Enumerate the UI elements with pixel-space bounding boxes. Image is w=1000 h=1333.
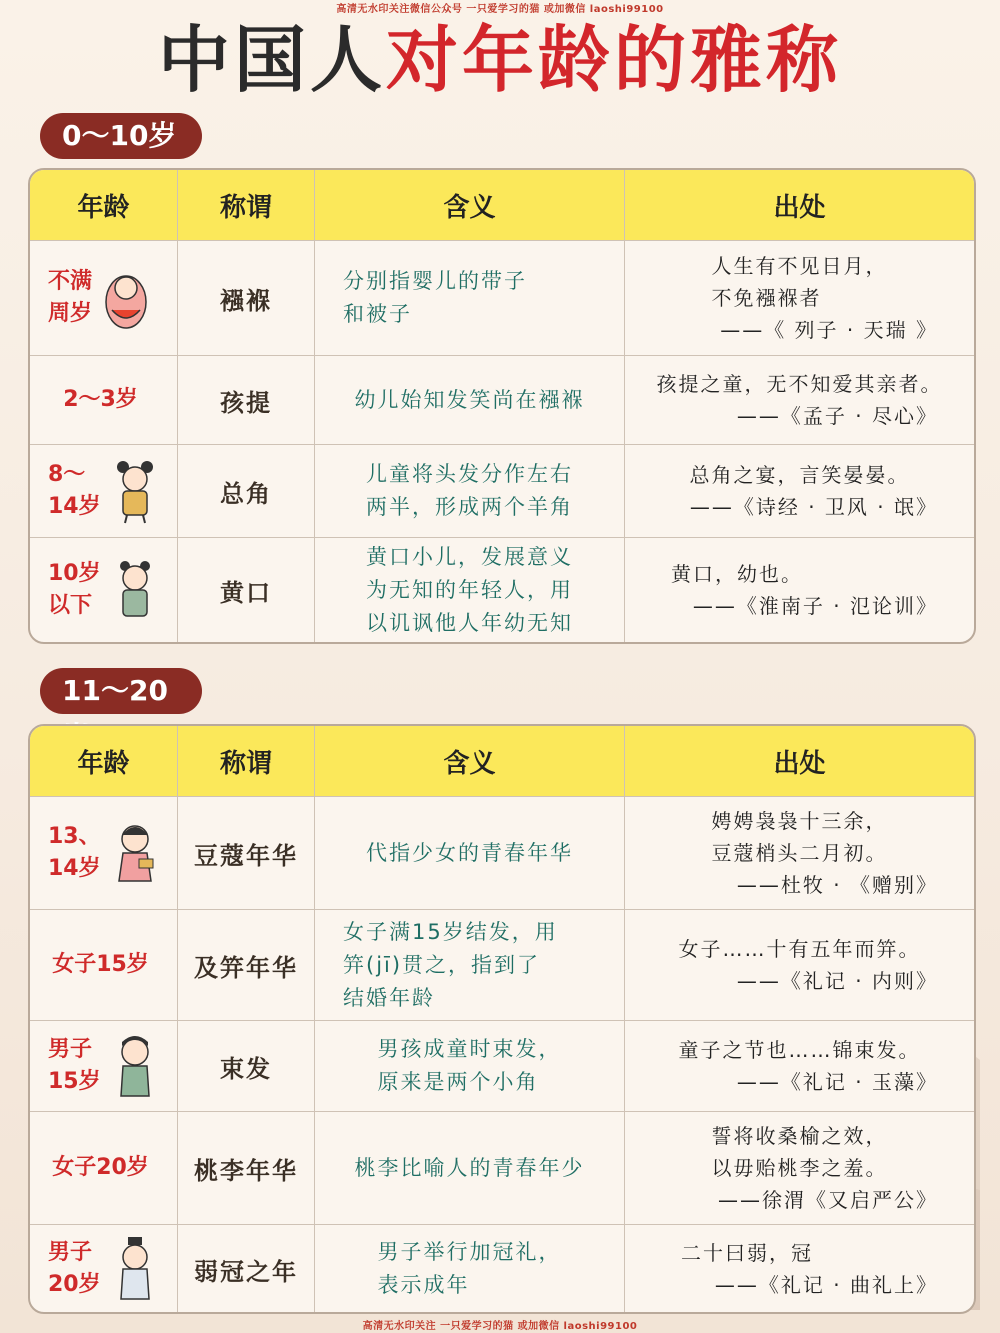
age-cell [30,1112,177,1224]
name-cell: 束发 [177,1021,314,1111]
meaning-cell [314,1112,624,1224]
meaning-line: 结婚年龄 [343,985,435,1010]
table-row [30,355,974,444]
section-label-11-20: 11～20 [40,668,202,714]
age-cell [30,356,177,444]
title-red-part: 对年龄的雅称 [386,18,843,102]
source-line: 娉娉袅袅十三余， [711,809,888,833]
meaning-cell [314,538,624,642]
source-attribution: ——《孟子 · 尽心》 [736,404,938,428]
meaning-line: 桃李比喻人的青春年少 [354,1155,585,1180]
age-line: 20岁 [48,1272,101,1297]
header-meaning: 含义 [314,726,624,796]
source-line: 总角之宴，言笑晏晏。 [689,463,910,487]
header-name: 称谓 [177,170,314,240]
table-0-10 [28,168,976,644]
age-line: 女子20岁 [52,1155,149,1180]
age-cell [30,538,177,642]
age-cell [30,241,177,355]
meaning-cell [314,1021,624,1111]
name-cell: 襁褓 [177,241,314,355]
scholar-icon [109,1235,161,1303]
table-row [30,909,974,1020]
meaning-line: 原来是两个小角 [377,1070,539,1094]
name-cell: 孩提 [177,356,314,444]
source-line: 以毋贻桃李之羞。 [711,1156,888,1180]
source-cell [624,538,974,642]
age-cell [30,445,177,537]
age-line: 2～3岁 [63,387,138,412]
meaning-line: 为无知的年轻人，用 [366,577,573,602]
girl-icon [109,819,161,887]
age-cell [30,910,177,1020]
table-row [30,444,974,537]
source-attribution: ——《礼记 · 内则》 [736,969,938,993]
age-cell [30,1225,177,1313]
meaning-line: 男孩成童时束发， [377,1037,562,1061]
source-line: 黄口，幼也。 [671,562,803,586]
table-row [30,796,974,909]
meaning-cell [314,356,624,444]
name-cell: 及笄年华 [177,910,314,1020]
source-cell [624,1225,974,1313]
age-line: 女子15岁 [52,952,149,977]
age-line: 男子 [48,1240,93,1265]
source-attribution: ——《淮南子 · 氾论训》 [692,594,938,618]
age-line: 10岁 [48,561,101,586]
meaning-line: 分别指婴儿的带子 [343,269,527,293]
watermark-top: 高清无水印关注微信公众号 一只爱学习的猫 或加微信 laoshi99100 [336,4,664,15]
age-cell [30,1021,177,1111]
watermark-bottom: 高清无水印关注 一只爱学习的猫 或加微信 laoshi99100 [362,1321,638,1332]
source-line: 女子……十有五年而笄。 [678,937,921,961]
title-dark-part: 中国人 [157,18,386,102]
name-cell: 豆蔻年华 [177,797,314,909]
table-header-row [30,726,974,796]
child-icon [109,556,161,624]
header-age: 年龄 [77,748,130,779]
boy-icon [109,1032,161,1100]
meaning-line: 幼儿始知发笑尚在襁褓 [354,387,585,412]
meaning-line: 以讥讽他人年幼无知 [366,610,573,635]
source-attribution: ——杜牧 · 《赠别》 [736,873,938,897]
child-icon [109,457,161,525]
meaning-line: 儿童将头发分作左右 [366,462,573,486]
table-row [30,537,974,642]
source-attribution: ——《诗经 · 卫风 · 氓》 [689,495,938,519]
meaning-cell [314,445,624,537]
age-line: 14岁 [48,494,101,519]
source-attribution: ——徐渭《又启严公》 [718,1188,938,1212]
meaning-line: 女子满15岁结发，用 [343,919,558,944]
age-line: 周岁 [48,301,93,326]
header-name: 称谓 [177,726,314,796]
source-line: 不免襁褓者 [711,286,822,310]
meaning-line: 两半，形成两个羊角 [366,495,573,519]
table-row [30,1224,974,1313]
meaning-line: 表示成年 [377,1273,470,1297]
header-source: 出处 [624,726,974,796]
meaning-cell [314,797,624,909]
source-cell [624,356,974,444]
page-title [0,12,1000,108]
source-attribution: ——《礼记 · 曲礼上》 [714,1273,938,1297]
age-line: 8～ [48,462,86,487]
baby-icon [100,264,152,332]
name-cell: 弱冠之年 [177,1225,314,1313]
age-cell [30,797,177,909]
table-row [30,1020,974,1111]
source-line: 孩提之童，无不知爱其亲者。 [656,372,943,396]
age-line: 不满 [48,269,93,294]
header-age: 年龄 [77,192,130,223]
age-line: 14岁 [48,856,101,881]
section-label-0-10: 0～10岁 [40,113,202,159]
name-cell: 黄口 [177,538,314,642]
source-attribution: ——《礼记 · 玉藻》 [736,1070,938,1094]
source-cell [624,241,974,355]
meaning-line: 男子举行加冠礼， [377,1240,562,1264]
table-row [30,1111,974,1224]
table-11-20 [28,724,976,1314]
meaning-cell [314,910,624,1020]
meaning-line: 代指少女的青春年华 [366,840,573,865]
age-line: 以下 [48,593,93,618]
name-cell: 总角 [177,445,314,537]
age-line: 13、 [48,824,101,849]
source-cell [624,1112,974,1224]
source-line: 二十曰弱，冠 [681,1241,813,1265]
meaning-line: 笄(jī)贯之，指到了 [343,952,541,977]
header-source: 出处 [624,170,974,240]
source-line: 豆蔻梢头二月初。 [711,841,888,865]
source-line: 童子之节也……锦束发。 [678,1038,921,1062]
table-row [30,240,974,355]
source-line: 人生有不见日月， [711,254,888,278]
source-cell [624,910,974,1020]
meaning-cell [314,241,624,355]
source-attribution: ——《 列子 · 天瑞 》 [720,318,938,342]
table-header-row [30,170,974,240]
source-cell [624,1021,974,1111]
meaning-line: 和被子 [343,302,412,326]
meaning-cell [314,1225,624,1313]
age-line: 男子 [48,1037,93,1062]
name-cell: 桃李年华 [177,1112,314,1224]
age-line: 15岁 [48,1069,101,1094]
header-meaning: 含义 [314,170,624,240]
source-cell [624,445,974,537]
source-line: 誓将收桑榆之效， [711,1124,888,1148]
source-cell [624,797,974,909]
meaning-line: 黄口小儿，发展意义 [366,544,573,569]
